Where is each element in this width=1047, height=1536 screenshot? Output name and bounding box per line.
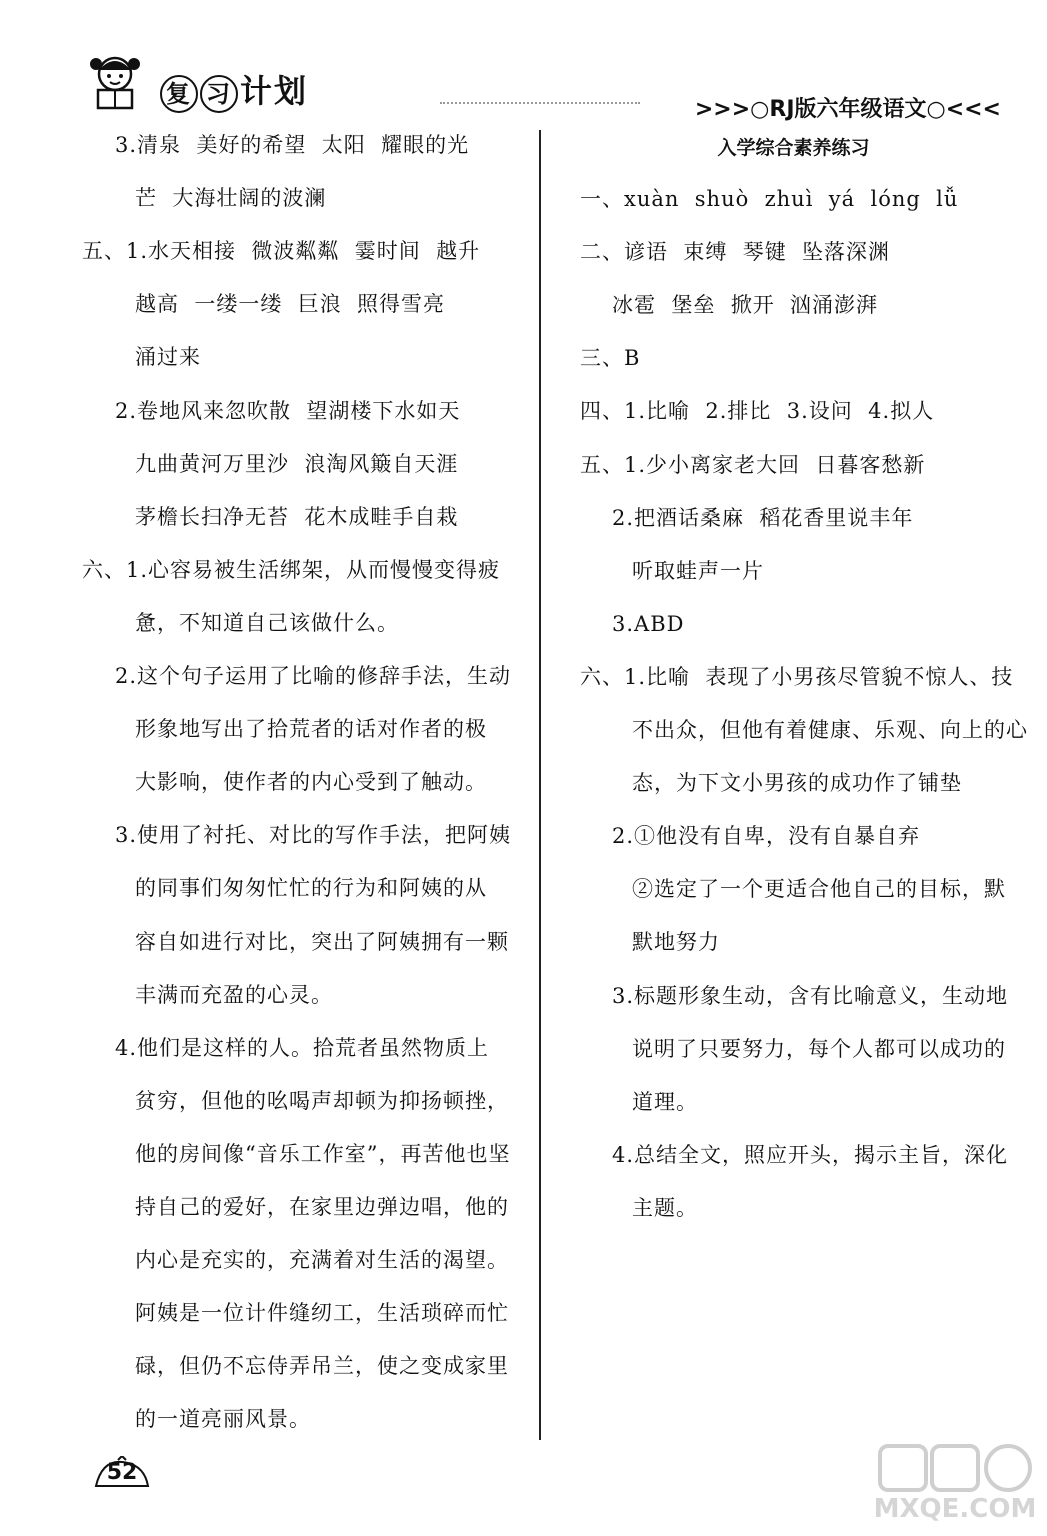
right-answer-line: 一、xuàn shuò zhuì yá lóng lǚ <box>580 187 959 211</box>
left-answer-line: 大影响，使作者的内心受到了触动。 <box>135 770 487 795</box>
right-answer-line: 冰雹 堡垒 掀开 汹涌澎湃 <box>612 293 879 318</box>
brand-char-2: 习 <box>200 75 238 113</box>
left-answer-line: 越高 一缕一缕 巨浪 照得雪亮 <box>135 292 446 317</box>
page-header <box>0 0 1047 125</box>
right-answer-line: 3.ABD <box>612 611 685 636</box>
right-answer-line: 四、1.比喻 2.排比 3.设问 4.拟人 <box>580 399 935 424</box>
page-number: 52 <box>106 1460 138 1485</box>
right-answer-line: 3.标题形象生动，含有比喻意义，生动地 <box>612 983 1009 1008</box>
right-answer-line: 态，为下文小男孩的成功作了铺垫 <box>632 771 962 796</box>
left-answer-line: 贫穷，但他的吆喝声却顿为抑扬顿挫， <box>135 1088 509 1113</box>
watermark-logo-icon <box>870 1440 1040 1496</box>
left-answer-line: 九曲黄河万里沙 浪淘风簸自天涯 <box>135 451 459 476</box>
right-answer-line: 说明了只要努力，每个人都可以成功的 <box>632 1036 1006 1061</box>
left-answer-line: 4.他们是这样的人。拾荒者虽然物质上 <box>115 1035 490 1060</box>
column-divider <box>539 130 541 1440</box>
left-answer-line: 涌过来 <box>135 345 201 370</box>
left-answer-line: 3.使用了衬托、对比的写作手法，把阿姨 <box>115 823 512 848</box>
brand-rest: 计划 <box>240 72 309 110</box>
left-answer-line: 持自己的爱好，在家里边弹边唱，他的 <box>135 1195 509 1219</box>
right-answer-line: 不出众，但他有着健康、乐观、向上的心 <box>632 718 1028 742</box>
right-answer-line: 主题。 <box>632 1195 698 1220</box>
left-answer-line: 3.清泉 美好的希望 太阳 耀眼的光 <box>115 133 470 157</box>
right-answer-line: 道理。 <box>632 1089 698 1114</box>
right-answer-line: 默地努力 <box>632 930 720 955</box>
left-answer-line: 惫，不知道自己该做什么。 <box>135 610 399 635</box>
right-answer-line: 听取蛙声一片 <box>632 558 764 583</box>
left-answer-line: 丰满而充盈的心灵。 <box>135 982 333 1007</box>
right-answer-line: 2.①他没有自卑，没有自暴自弃 <box>612 824 921 849</box>
right-answer-line: 4.总结全文，照应开头，揭示主旨，深化 <box>612 1142 1009 1167</box>
right-section-title: 入学综合素养练习 <box>717 137 870 159</box>
watermark <box>870 1440 1040 1530</box>
right-answer-line: 三、B <box>580 346 641 371</box>
watermark-text: MXQE.COM <box>873 1494 1037 1524</box>
right-answer-line: 2.把酒话桑麻 稻花香里说丰年 <box>612 505 914 530</box>
brand-char-1: 复 <box>160 75 198 113</box>
left-answer-line: 形象地写出了拾荒者的话对作者的极 <box>135 717 487 742</box>
right-answer-line: 六、1.比喻 表现了小男孩尽管貌不惊人、技 <box>580 664 1014 689</box>
left-answer-line: 内心是充实的，充满着对生活的渴望。 <box>135 1248 509 1273</box>
left-answer-line: 茅檐长扫净无苔 花木成畦手自栽 <box>135 504 459 529</box>
left-answer-line: 他的房间像“音乐工作室”，再苦他也坚 <box>135 1141 511 1166</box>
left-answer-line: 碌，但仍不忘侍弄吊兰，使之变成家里 <box>135 1354 509 1379</box>
left-answer-line: 的一道亮丽风景。 <box>135 1407 311 1432</box>
page-number-badge <box>92 1456 152 1492</box>
left-answer-line: 2.这个句子运用了比喻的修辞手法，生动 <box>115 664 512 688</box>
brand-title <box>160 66 308 113</box>
grade-label: >>>○RJ版六年级语文○<<< <box>694 97 1001 122</box>
right-answer-line: ②选定了一个更适合他自己的目标，默 <box>632 877 1006 902</box>
left-answer-line: 的同事们匆匆忙忙的行为和阿姨的从 <box>135 876 487 901</box>
left-answer-line: 芒 大海壮阔的波澜 <box>135 186 327 211</box>
girl-reading-mascot-icon <box>84 50 146 112</box>
right-answer-line: 二、谚语 束缚 琴键 坠落深渊 <box>580 240 891 265</box>
left-answer-line: 五、1.水天相接 微波粼粼 霎时间 越升 <box>82 239 481 264</box>
left-answer-line: 容自如进行对比，突出了阿姨拥有一颗 <box>135 929 509 954</box>
left-answer-line: 2.卷地风来忽吹散 望湖楼下水如天 <box>115 398 461 423</box>
right-answer-line: 五、1.少小离家老大回 日暮客愁新 <box>580 452 926 477</box>
header-dotted-rule <box>440 102 640 104</box>
left-answer-line: 六、1.心容易被生活绑架，从而慢慢变得疲 <box>82 557 501 582</box>
left-answer-line: 阿姨是一位计件缝纫工，生活琐碎而忙 <box>135 1301 509 1326</box>
